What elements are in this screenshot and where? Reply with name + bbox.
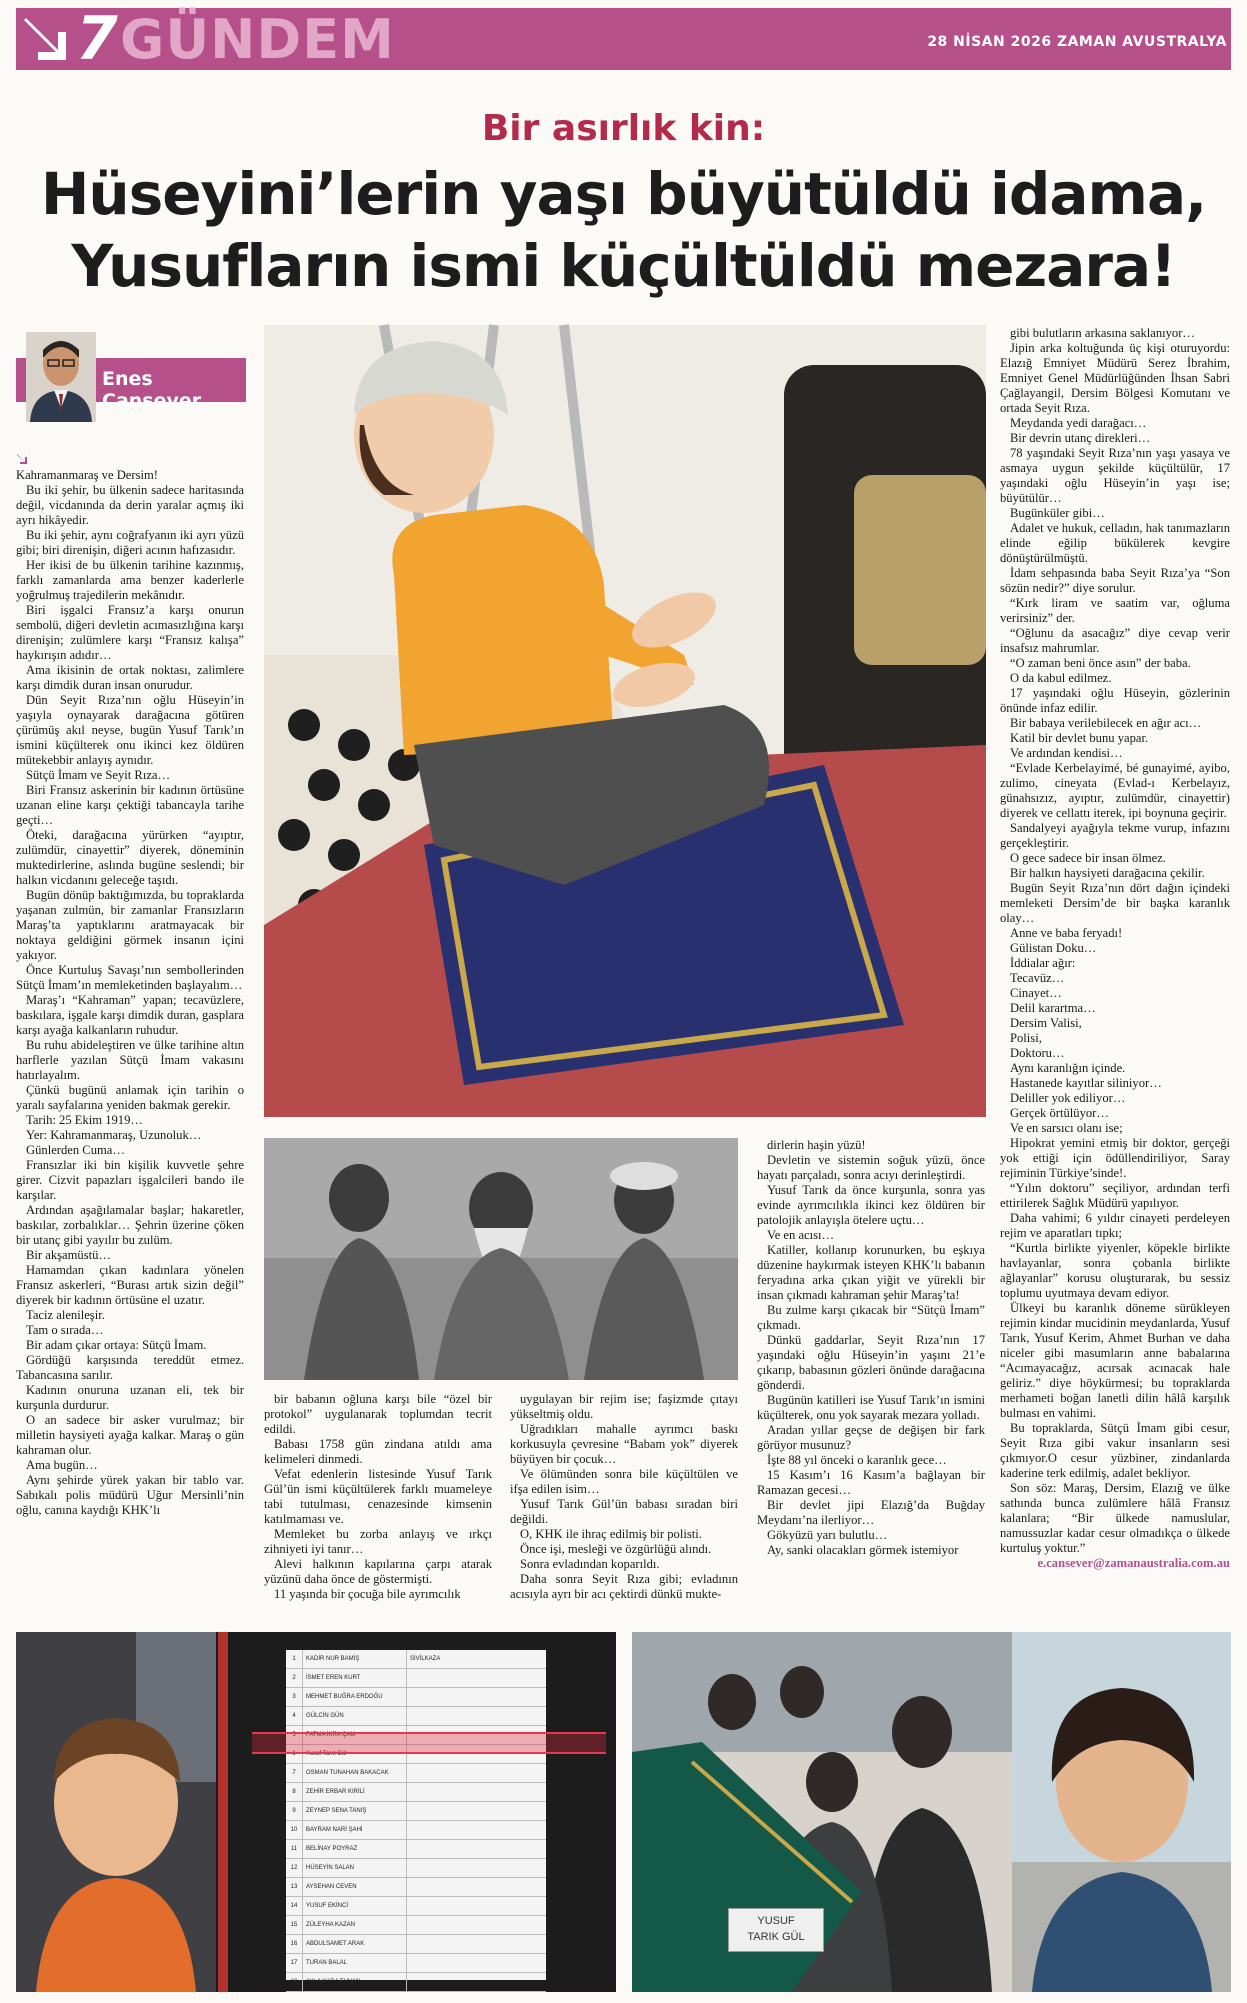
- row-number: 3: [286, 1688, 303, 1706]
- row-status: [407, 1764, 546, 1782]
- paragraph: Dersim Valisi,: [1010, 1016, 1082, 1030]
- row-name: TURAN BALAL: [303, 1954, 407, 1972]
- highlight-band: [252, 1732, 606, 1754]
- table-row: [286, 1935, 546, 1954]
- paragraph: Ardından aşağılamalar başlar; hakaretler, baskılar, zorbalıklar… Şehrin üzerine çöken bir utanç gibi yayılır bu zulüm.: [16, 1203, 244, 1247]
- paragraph: Daha vahimi; 6 yıldır cinayeti perdeleyen rejim ve aparatları tıpkı;: [1000, 1211, 1230, 1240]
- paragraph: Dünkü gaddarlar, Seyit Rıza’nın 17 yaşındaki oğlu Hüseyin’in yaşını 21’e çıkarıp, babasının gözleri önünde darağacına gönderdi.: [757, 1333, 985, 1392]
- paragraph: Bugünküler gibi…: [1010, 506, 1105, 520]
- table-row: [286, 1764, 546, 1783]
- row-number: 13: [286, 1878, 303, 1896]
- row-name: BELİNAY POYRAZ: [303, 1840, 407, 1858]
- document-table: [286, 1650, 546, 1992]
- paragraph: Sandalyeyi ayağıyla tekme vurup, infazını gerçekleştirir.: [1000, 821, 1230, 850]
- paragraph: Ve en sarsıcı olanı ise;: [1010, 1121, 1123, 1135]
- paragraph: Taciz alenileşir.: [26, 1308, 105, 1322]
- row-status: [407, 1859, 546, 1877]
- red-divider: [218, 1632, 228, 1992]
- row-name: BAYRAM NARİ ŞAHİ: [303, 1821, 407, 1839]
- text-column-3: [510, 1392, 738, 1602]
- paragraph: “Kurtla birlikte yiyenler, köpekle birlikte havlayanlar, sonra çobanla birlikte ağlayanlar” korusu oluşturarak, bu sessiz toplumu uyutmaya devam ediyor.: [1000, 1241, 1230, 1300]
- paragraph: Cinayet…: [1010, 986, 1062, 1000]
- main-photo-boy-praying: [264, 325, 986, 1117]
- paragraph: uygulayan bir rejim ise; faşizmde çıtayı yükseltmiş oldu.: [510, 1392, 738, 1421]
- row-number: 18: [286, 1973, 303, 1991]
- table-row: [286, 1650, 546, 1669]
- row-status: [407, 1916, 546, 1934]
- paragraph: Bu zulme karşı çıkacak bir “Sütçü İmam” çıkmadı.: [757, 1303, 985, 1332]
- paragraph: Daha sonra Seyit Rıza gibi; evladının acısıyla ayrı bir acı çektirdi dünkü mukte-: [510, 1572, 738, 1601]
- row-number: 6: [286, 1745, 303, 1763]
- section-header-bar: [16, 4, 1231, 74]
- paragraph: Bir halkın haysiyeti darağacına çekilir.: [1010, 866, 1205, 880]
- author-photo: [26, 332, 96, 422]
- paragraph: Alevi halkının kapılarına çarpı atarak yüzünü daha önce de göstermişti.: [264, 1557, 492, 1586]
- row-number: 14: [286, 1897, 303, 1915]
- author-box: [16, 332, 246, 422]
- paragraph: Sonra evladından koparıldı.: [520, 1557, 660, 1571]
- paragraph: Dün Seyit Rıza’nın oğlu Hüseyin’in yaşıyla oynayarak darağacına götüren çürümüş akıl neyse, bugün Yusuf Tarık’ın ismini küçülterek onu ikinci kez öldüren mütekebbir anlayış aynıdır.: [16, 693, 244, 767]
- paragraph: Aynı şehirde yürek yakan bir tablo var. Sabıkalı polis müdürü Uğur Mersinli’nin oğlu, canına kaydığı KHK’lı: [16, 1473, 244, 1517]
- paragraph: Aynı karanlığın içinde.: [1010, 1061, 1126, 1075]
- paragraph: “Oğlunu da asacağız” diye cevap verir insafsız mahrumlar.: [1000, 626, 1230, 655]
- row-name: MEHMET BUĞRA ERDOĞU: [303, 1688, 407, 1706]
- table-row: [286, 1878, 546, 1897]
- paragraph: O da kabul edilmez.: [1010, 671, 1112, 685]
- row-name: YUSUF EKİNCİ: [303, 1897, 407, 1915]
- paragraph: Hipokrat yemini etmiş bir doktor, gerçeği yok ettiği için ödüllendiriliyor, Saray rejiminin Türkiye’sinde!.: [1000, 1136, 1230, 1180]
- row-name: AYSEHAN CEVEN: [303, 1878, 407, 1896]
- row-status: [407, 1935, 546, 1953]
- paragraph: Ama bugün…: [26, 1458, 98, 1472]
- paragraph: Vefat edenlerin listesinde Yusuf Tarık Gül’ün ismi küçültülerek farklı muameleye tabi tutulması, cenazesinde kimsenin katılmaması ve.: [264, 1467, 492, 1526]
- paragraph: Bu ruhu abideleştiren ve ülke tarihine altın harflerle yazılan Sütçü İmam vakasını hatırlayalım.: [16, 1038, 244, 1082]
- row-status: [407, 1802, 546, 1820]
- arrow-icon: [18, 12, 74, 66]
- paragraph: Yusuf Tarık da önce kurşunla, sonra yas evinde ayrımcılıkla ikinci kez öldüren bir patolojik anlayışla ötelere uçtu…: [757, 1183, 985, 1227]
- table-row: [286, 1973, 546, 1992]
- paragraph: gibi bulutların arkasına saklanıyor…: [1010, 326, 1196, 340]
- paragraph: Katil bir devlet bunu yapar.: [1010, 731, 1149, 745]
- paragraph: Bu iki şehir, bu ülkenin sadece haritasında değil, vicdanında da derin yaralar açmış iki ayrı hikâyedir.: [16, 483, 244, 527]
- paragraph: Hamamdan çıkan kadınlara yönelen Fransız askerleri, “Burası artık sizin değil” diyerek bir kadının örtüsüne el uzatır.: [16, 1263, 244, 1307]
- paragraph: Önce Kurtuluş Savaşı’nın sembollerinden Sütçü İmam’ın memleketinden başlayalım…: [16, 963, 244, 992]
- paragraph: Bir babaya verilebilecek en ağır acı…: [1010, 716, 1202, 730]
- paragraph: O an sadece bir asker vurulmaz; bir milletin haysiyeti ayağa kalkar. Maraş o gün kahraman olur.: [16, 1413, 244, 1457]
- paragraph: Ülkeyi bu karanlık döneme sürükleyen rejimin kindar mucidinin meydanlarda, Yusuf Tarık, Yusuf Kerim, Ahmet Burhan ve daha niceler gibi masumların anne babalarına “Acımayacağız, acırsak acınacak hale geliriz.” diye höykürmesi; bu topraklarda merhameti boğan lanetli dilin hâlâ karşılık bulması en vahimi.: [1000, 1301, 1230, 1420]
- paragraph: Bugün Seyit Rıza’nın dört dağın içindeki memleketi Dersim’de bir başka karanlık olay…: [1000, 881, 1230, 925]
- paragraph: Ama ikisinin de ortak noktası, zalimlere karşı dimdik duran insan onurudur.: [16, 663, 244, 692]
- text-column-4: [757, 1138, 985, 1558]
- row-number: 5: [286, 1726, 303, 1744]
- paragraph: O gece sadece bir insan ölmez.: [1010, 851, 1166, 865]
- historical-photo-seyit-riza: [264, 1138, 738, 1380]
- paragraph: Bir devrin utanç direkleri…: [1010, 431, 1151, 445]
- paragraph: Hastanede kayıtlar siliniyor…: [1010, 1076, 1162, 1090]
- paragraph: Polisi,: [1010, 1031, 1042, 1045]
- coffin-label-line-2: TARIK GÜL: [747, 1931, 805, 1943]
- paragraph: Biri işgalci Fransız’a karşı onurun sembolü, diğeri devletin acımasızlığına karşı direnişin; zulümlere karşı “Fransız kalışa” haykırışın adıdır…: [16, 603, 244, 662]
- table-row: [286, 1821, 546, 1840]
- row-number: 9: [286, 1802, 303, 1820]
- paragraph: Son söz: Maraş, Dersim, Elazığ ve ülke sathında bunca zulümlere hâlâ Fransız kalanlara; “Bir ülkede namuslular, namussuzlar kadar cesur olmadıkça o ülkede kurtuluş yoktur.”: [1000, 1481, 1230, 1555]
- article-kicker: Bir asırlık kin:: [481, 108, 766, 149]
- paragraph: Maraş’ı “Kahraman” yapan; tecavüzlere, baskılara, işgale karşı dimdik duran, gasplara karşı ayağa kalkanların ruhudur.: [16, 993, 244, 1037]
- paragraph: Devletin ve sistemin soğuk yüzü, önce hayatı parçaladı, sonra acıyı derinleştirdi.: [757, 1153, 985, 1182]
- coffin-label-line-1: YUSUF: [757, 1915, 795, 1927]
- row-status: [407, 1878, 546, 1896]
- row-number: 2: [286, 1669, 303, 1687]
- text-column-1: [16, 453, 244, 1518]
- row-status: [407, 1840, 546, 1858]
- table-row: [286, 1840, 546, 1859]
- row-number: 15: [286, 1916, 303, 1934]
- paragraph: Günlerden Cuma…: [26, 1143, 125, 1157]
- paragraph: Ay, sanki olacakları görmek istemiyor: [767, 1543, 959, 1557]
- paragraph: “Kırk liram ve saatim var, oğluma verirsiniz” der.: [1000, 596, 1230, 625]
- paragraph: bir babanın oğluna karşı bile “özel bir protokol” uygulanarak toplumdan tecrit edildi.: [264, 1392, 492, 1436]
- row-name: GÜLCİN GÜN: [303, 1707, 407, 1725]
- row-name: KADİR NUR BAMİŞ: [303, 1650, 407, 1668]
- table-row: [286, 1688, 546, 1707]
- row-number: 7: [286, 1764, 303, 1782]
- table-row: [286, 1783, 546, 1802]
- paragraph: Bir akşamüstü…: [26, 1248, 112, 1262]
- table-row: [286, 1916, 546, 1935]
- page-number: 7: [76, 4, 118, 74]
- paragraph: “Yılın doktoru” seçiliyor, ardından terfi ettirilerek Sağlık Müdürü yapılıyor.: [1000, 1181, 1230, 1210]
- paragraph: Tam o sırada…: [26, 1323, 104, 1337]
- table-row: [286, 1859, 546, 1878]
- paragraph: Gülistan Doku…: [1010, 941, 1097, 955]
- row-number: 1: [286, 1650, 303, 1668]
- paragraph: Biri Fransız askerinin bir kadının örtüsüne uzanan eline karşı çektiği tabancayla tarihe geçti…: [16, 783, 244, 827]
- paragraph: Katiller, kollanıp korunurken, bu eşkıya düzenine haykırmak isteyen KHK’lı babanın feryadına arka çıkan yiğit ve yürekli bir insan çıkmadı kahraman şehir Maraş’ta!: [757, 1243, 985, 1302]
- paragraph: Doktoru…: [1010, 1046, 1065, 1060]
- table-row: [286, 1707, 546, 1726]
- paragraph: Çünkü bugünü anlamak için tarihin o yaralı sayfalarına yeniden bakmak gerekir.: [16, 1083, 244, 1112]
- paragraph: Önce işi, mesleği ve özgürlüğü alındı.: [520, 1542, 712, 1556]
- row-number: 17: [286, 1954, 303, 1972]
- coffin-label: [728, 1908, 824, 1952]
- dateline: 28 NİSAN 2026 ZAMAN AVUSTRALYA: [927, 34, 1227, 50]
- paragraph: Tecavüz…: [1010, 971, 1065, 985]
- author-email[interactable]: e.cansever@zamanaustralia.com.au: [1037, 1556, 1230, 1570]
- paragraph: İdam sehpasında baba Seyit Rıza’ya “Son sözün nedir?” diye sorulur.: [1000, 566, 1230, 595]
- row-number: 12: [286, 1859, 303, 1877]
- photo-boy-yusuf-2: [1012, 1632, 1231, 1992]
- row-status: [407, 1973, 546, 1991]
- paragraph: Anne ve baba feryadı!: [1010, 926, 1123, 940]
- paragraph: Deliller yok ediliyor…: [1010, 1091, 1126, 1105]
- paragraph: Gördüğü karşısında tereddüt etmez. Tabancasına sarılır.: [16, 1353, 244, 1382]
- document-sheet: [286, 1650, 546, 1985]
- paragraph: Bugün dönüp baktığımızda, bu topraklarda yaşanan zulmün, bir zamanlar Fransızların Maraş’ta yaptıklarını aratmayacak bir noktaya geldiğini görmek insanın içini yakıyor.: [16, 888, 244, 962]
- row-name: AYLA KARA TUNAN: [303, 1973, 407, 1991]
- paragraph: Öteki, darağacına yürürken “ayıptır, zulümdür, cinayettir” diyerek, döneminin muktedirlerine, aslında bugüne seslendi; bir halkın vicdanını geleceğe taşıdı.: [16, 828, 244, 887]
- paragraph: Fransızlar iki bin kişilik kuvvetle şehre girer. Cizvit papazları işgalcileri bando ile karşılar.: [16, 1158, 244, 1202]
- paragraph: Bir devlet jipi Elazığ’da Buğday Meydanı’na ilerliyor…: [757, 1498, 985, 1527]
- row-number: 8: [286, 1783, 303, 1801]
- paragraph: İddialar ağır:: [1010, 956, 1076, 970]
- paragraph: Kadının onuruna uzanan eli, tek bir kurşunla durdurur.: [16, 1383, 244, 1412]
- table-row: [286, 1669, 546, 1688]
- article-headline: [0, 158, 1247, 302]
- paragraph: 17 yaşındaki oğlu Hüseyin, gözlerinin önünde infaz edilir.: [1000, 686, 1230, 715]
- paragraph: “O zaman beni önce asın” der baba.: [1010, 656, 1191, 670]
- row-status: SİVİLKAZA: [410, 1656, 441, 1662]
- paragraph: Bu topraklarda, Sütçü İmam gibi cesur, Seyit Rıza gibi vakur insanların sesi çıkmıyor.O cesur yüzbiner, zindanlarda kaderine terk edilmiş, adalet bekliyor.: [1000, 1421, 1230, 1480]
- paragraph: Meydanda yedi darağacı…: [1010, 416, 1147, 430]
- paragraph: O, KHK ile ihraç edilmiş bir polisti.: [520, 1527, 702, 1541]
- row-status: [407, 1897, 546, 1915]
- row-number: 4: [286, 1707, 303, 1725]
- paragraph: Delil karartma…: [1010, 1001, 1096, 1015]
- table-row: [286, 1802, 546, 1821]
- paragraph: Uğradıkları mahalle ayrımcı baskı korkusuyla çevresine “Babam yok” diyerek büyüyen bir çocuk…: [510, 1422, 738, 1466]
- table-row: [286, 1954, 546, 1973]
- paragraph: Her ikisi de bu ülkenin tarihine kazınmış, farklı zamanlarda ama benzer kaderlerle yoğrulmuş trajedilerin mekânıdır.: [16, 558, 244, 602]
- paragraph: 78 yaşındaki Seyit Rıza’nın yaşı yasaya ve asmaya uygun şekilde küçültülür, 17 yaşındaki oğlu Hüseyin’in yaşı ise; büyütülür…: [1000, 446, 1230, 505]
- photo-boy-yusuf-1: [16, 1632, 216, 1992]
- row-number: 10: [286, 1821, 303, 1839]
- death-list-document: [216, 1632, 616, 1992]
- row-name: ZEYNEP SENA TANIŞ: [303, 1802, 407, 1820]
- row-number: 11: [286, 1840, 303, 1858]
- headline-line-2: Yusufların ismi küçültüldü mezara!: [71, 232, 1176, 300]
- headline-line-1: Hüseyini’lerin yaşı büyütüldü idama,: [40, 160, 1207, 228]
- paragraph: 11 yaşında bir çocuğa bile ayrımcılık: [274, 1587, 461, 1601]
- row-status: [407, 1688, 546, 1706]
- paragraph: Gökyüzü yarı bulutlu…: [767, 1528, 888, 1542]
- row-status: [407, 1707, 546, 1725]
- row-name: Yusuf Tarık Gül: [303, 1745, 407, 1763]
- paragraph: Kahramanmaraş ve Dersim!: [16, 468, 158, 482]
- paragraph: dirlerin haşin yüzü!: [767, 1138, 866, 1152]
- paragraph: Bu iki şehir, aynı coğrafyanın iki ayrı yüzü gibi; biri direnişin, diğeri acının hafızasıdır.: [16, 528, 244, 557]
- paragraph: 15 Kasım’ı 16 Kasım’a bağlayan bir Ramazan gecesi…: [757, 1468, 985, 1497]
- paragraph: Aradan yıllar geçse de değişen bir fark görüyor musunuz?: [757, 1423, 985, 1452]
- paragraph: Adalet ve hukuk, celladın, hak tanımazların elinde eğilip bükülerek kevgire dönüştürülmüştü.: [1000, 521, 1230, 565]
- row-status: [407, 1783, 546, 1801]
- text-column-5: [1000, 326, 1230, 1571]
- row-name: ZÜLEYHA KAZAN: [303, 1916, 407, 1934]
- paragraph: Memleket bu zorba anlayış ve ırkçı zihniyeti iyi tanır…: [264, 1527, 492, 1556]
- paragraph: Ve en acısı…: [767, 1228, 835, 1242]
- arrow-icon: [16, 453, 28, 465]
- paragraph: Jipin arka koltuğunda üç kişi oturuyordu: Elazığ Emniyet Müdürü Serez İbrahim, Emniyet Genel Müdürlüğünden İhsan Sabri Çağlayangil, Dersim Bölgesi Komutanı ve ortada Seyit Rıza.: [1000, 341, 1230, 415]
- row-name: OSMAN TUNAHAN BAKACAK: [303, 1764, 407, 1782]
- paragraph: Babası 1758 gün zindana atıldı ama kelimeleri dinmedi.: [264, 1437, 492, 1466]
- row-status: [407, 1954, 546, 1972]
- row-status: [407, 1821, 546, 1839]
- author-name: Enes Cansever: [102, 368, 202, 412]
- paragraph: Yusuf Tarık Gül’ün babası sıradan biri değildi.: [510, 1497, 738, 1526]
- paragraph: Ve ölümünden sonra bile küçültülen ve ifşa edilen isim…: [510, 1467, 738, 1496]
- row-name: ZEHİR ERBAR KIRİLİ: [303, 1783, 407, 1801]
- paragraph: Bugünün katilleri ise Yusuf Tarık’ın ismini küçülterek, onu yok sayarak mezara yolladı.: [757, 1393, 985, 1422]
- paragraph: Yer: Kahramanmaraş, Uzunoluk…: [26, 1128, 202, 1142]
- paragraph: Ve ardından kendisi…: [1010, 746, 1123, 760]
- paragraph: İşte 88 yıl önceki o karanlık gece…: [767, 1453, 947, 1467]
- row-status: [407, 1669, 546, 1687]
- table-row: [286, 1897, 546, 1916]
- paragraph: Gerçek örtülüyor…: [1010, 1106, 1109, 1120]
- row-name: FATMA İKRA ÇAM: [303, 1726, 407, 1744]
- paragraph: Tarih: 25 Ekim 1919…: [26, 1113, 143, 1127]
- paragraph: Sütçü İmam ve Seyit Rıza…: [26, 768, 171, 782]
- row-number: 16: [286, 1935, 303, 1953]
- paragraph: “Evlade Kerbelayimé, bé gunayimé, ayibo, zulimo, cineyata (Evlad-ı Kerbelayız, günahsızız, ayıptır, zulümdür, cinayettir) diyerek ve cellattı iterek, ipi boynuna geçirir.: [1000, 761, 1230, 820]
- text-column-2: [264, 1392, 492, 1602]
- row-name: ABDULSAMET ARAK: [303, 1935, 407, 1953]
- section-title: GÜNDEM: [120, 8, 395, 71]
- row-name: İSMET EREN KURT: [303, 1669, 407, 1687]
- paragraph: Bir adam çıkar ortaya: Sütçü İmam.: [26, 1338, 207, 1352]
- row-name: HÜSEYİN SALAN: [303, 1859, 407, 1877]
